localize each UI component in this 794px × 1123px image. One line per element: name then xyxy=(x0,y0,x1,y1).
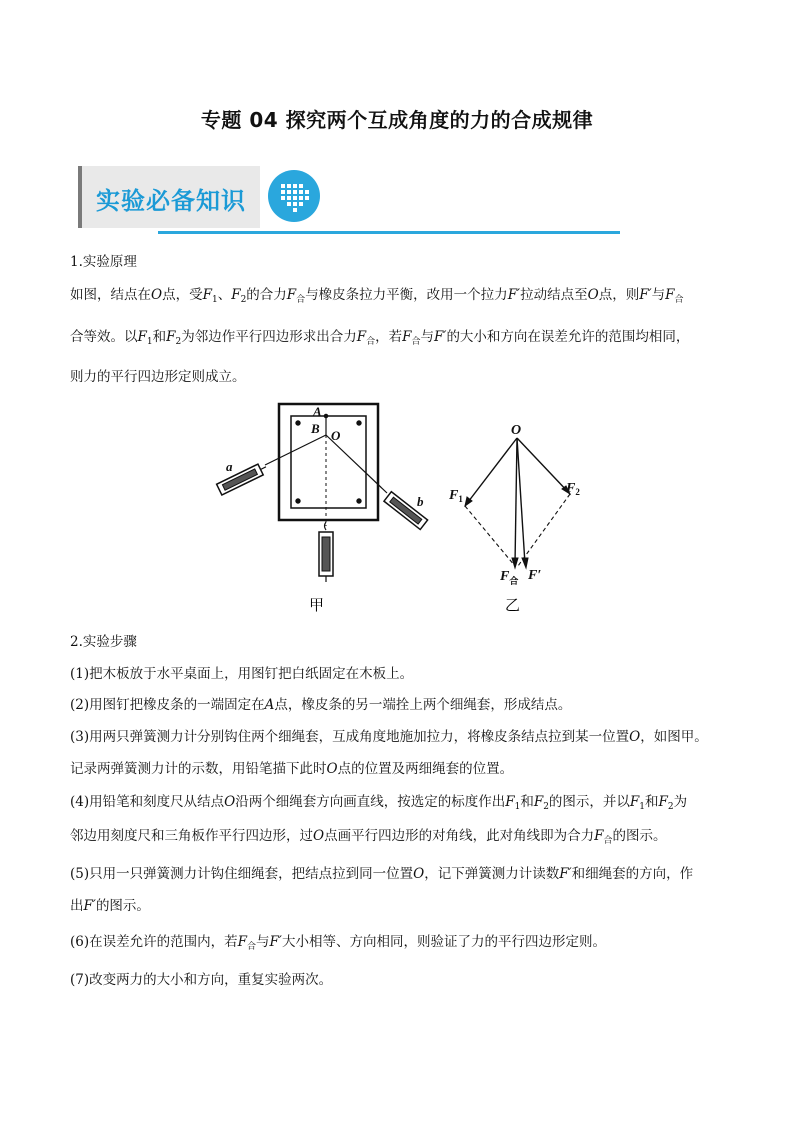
label-f2: $F_2$ xyxy=(566,481,580,497)
section1-line2: 合等效。以$F_1$和$F_2$为邻边作平行四边形求出合力$F_合$，若$F_合$与F′的大小和方向在误差允许的范围均相同， xyxy=(70,329,690,347)
section-banner xyxy=(78,166,328,228)
label-o-left: O xyxy=(331,428,341,443)
label-b-upper: B xyxy=(311,421,320,436)
page-title: 专题 04 探究两个互成角度的力的合成规律 xyxy=(200,108,594,132)
step-4-line2: 邻边用刻度尺和三角板作平行四边形，过O点画平行四边形的对角线，此对角线即为合力$F_合$的图示。 xyxy=(70,828,667,846)
section2-heading: 2.实验步骤 xyxy=(70,634,137,650)
label-f-prime: F′ xyxy=(528,568,542,583)
section1-line1: 如图，结点在O点，受$F_1$、$F_2$的合力$F_合$与橡皮条拉力平衡，改用一个拉力F′拉动结点至O点，则F′与$F_合$ xyxy=(70,287,684,305)
figure-jia xyxy=(217,404,428,582)
label-o-right: O xyxy=(511,423,522,438)
step-1: (1)把木板放于水平桌面上，用图钉把白纸固定在木板上。 xyxy=(70,666,414,682)
label-a-lower: a xyxy=(226,459,233,474)
step-5-line2: 出F′的图示。 xyxy=(70,898,150,914)
banner-box xyxy=(78,166,260,228)
step-2: (2)用图钉把橡皮条的一端固定在A点，橡皮条的另一端拴上两个细绳套，形成结点。 xyxy=(70,697,572,713)
experiment-figures xyxy=(195,398,595,620)
step-4-line1: (4)用铅笔和刻度尺从结点O沿两个细绳套方向画直线，按选定的标度作出$F_1$和$F_2$的图示，并以$F_1$和$F_2$为 xyxy=(70,794,688,812)
section1-heading: 1.实验原理 xyxy=(70,254,137,270)
step-7: (7)改变两力的大小和方向，重复实验两次。 xyxy=(70,972,333,988)
section1-line3: 则力的平行四边形定则成立。 xyxy=(70,369,246,385)
dot-grid-icon xyxy=(268,170,320,222)
caption-jia: 甲 xyxy=(309,596,325,614)
step-3-line2: 记录两弹簧测力计的示数，用铅笔描下此时O点的位置及两细绳套的位置。 xyxy=(70,761,514,777)
label-a-upper: A xyxy=(313,404,322,419)
figure-yi xyxy=(465,438,570,568)
banner-underline xyxy=(158,231,620,234)
caption-yi: 乙 xyxy=(505,596,521,614)
step-6: (6)在误差允许的范围内，若$F_合$与F′大小相等、方向相同，则验证了力的平行四边形定则。 xyxy=(70,934,606,952)
banner-label: 实验必备知识 xyxy=(96,187,246,215)
label-f1: $F_1$ xyxy=(449,488,463,504)
step-3-line1: (3)用两只弹簧测力计分别钩住两个细绳套，互成角度地施加拉力，将橡皮条结点拉到某一位置O，如图甲。 xyxy=(70,729,708,745)
step-5-line1: (5)只用一只弹簧测力计钩住细绳套，把结点拉到同一位置O，记下弹簧测力计读数F′和细绳套的方向，作 xyxy=(70,866,694,882)
label-f-he: $F_合$ xyxy=(500,569,519,587)
label-b-lower: b xyxy=(417,494,424,509)
